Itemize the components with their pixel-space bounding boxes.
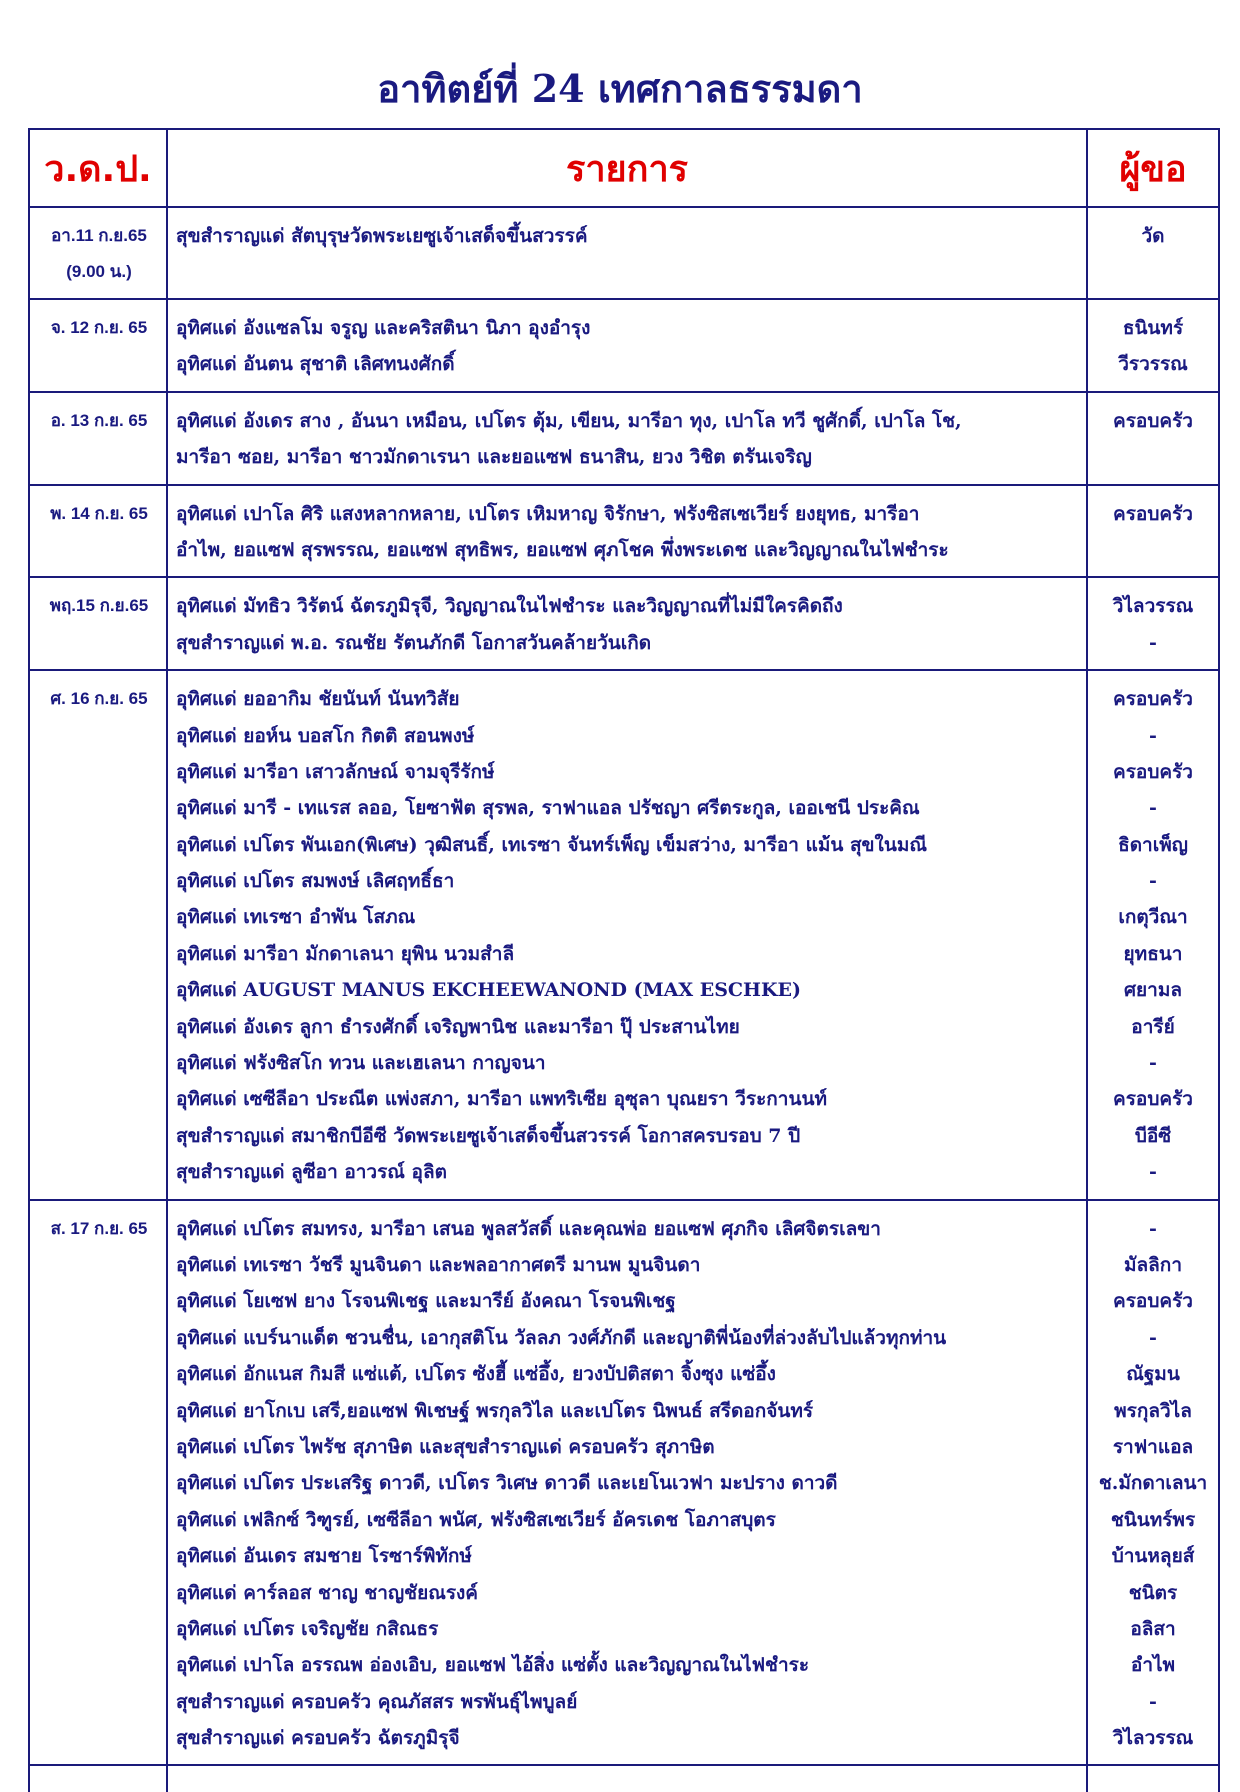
requester-name: ชนิตร — [1128, 1581, 1178, 1604]
requester-name: - — [1149, 1326, 1157, 1349]
date-cell — [29, 670, 167, 1199]
intention-line: อุทิศแด่ มารี - เทแรส ลออ, โยซาฟัต สุรพล, ราฟาแอล ปรัชญา ศรีตระกูล, เออเชนี ประคิณ — [176, 797, 920, 820]
intention-line: สุขสำราญแด่ พ.อ. รณชัย รัตนภักดี โอกาสวันคล้ายวันเกิด — [176, 631, 652, 654]
requester-name: ยุทธนา — [1123, 942, 1183, 965]
requester-name: - — [1149, 724, 1157, 747]
intention-line: อุทิศแด่ มัทธิว วิรัตน์ ฉัตรภูมิรุจี, วิญญาณในไฟชำระ และวิญญาณที่ไม่มีใครคิดถึง — [176, 595, 843, 618]
intention-line: อุทิศแด่ เปโตร ไพรัช สุภาษิต และสุขสำราญแด่ ครอบครัว สุภาษิต — [176, 1435, 715, 1458]
requester-name: ศยามล — [1123, 979, 1183, 1002]
requester-name: - — [1149, 1690, 1157, 1713]
requester-name: ราฟาแอล — [1112, 1435, 1194, 1458]
intention-line: อุทิศแด่ อังเดร ลูกา ธำรงศักดิ์ เจริญพานิช และมารีอา ปุ๊ ประสานไทย — [176, 1015, 740, 1038]
date-cell — [29, 392, 167, 485]
intention-line: สุขสำราญแด่ ลูซีอา อาวรณ์ อุลิต — [176, 1161, 447, 1184]
table-row — [29, 1200, 1219, 1766]
date-cell — [29, 207, 167, 299]
intention-line: สุขสำราญแด่ ครอบครัว ฉัตรภูมิรุจี — [176, 1727, 460, 1750]
intention-line: อุทิศแด่ เทเรซา อำพัน โสภณ — [176, 906, 416, 929]
intention-line: อุทิศแด่ ยอห์น บอสโก กิตติ สอนพงษ์ — [176, 724, 475, 747]
intention-line: อุทิศแด่ อังแซลโม จรูญ และคริสตินา นิภา อุงอำรุง — [176, 317, 591, 339]
intention-line: สุขสำราญแด่ ครอบครัว คุณภัสสร พรพันธุ์ไพบูลย์ — [176, 1690, 578, 1713]
page-title: อาทิตย์ที่ 24 เทศกาลธรรมดา — [377, 66, 863, 111]
table-row — [29, 670, 1219, 1199]
requester-cell — [1087, 577, 1219, 670]
requester-cell — [1087, 1200, 1219, 1766]
requester-name: ธิดาเพ็ญ — [1118, 833, 1188, 856]
requester-cell — [1087, 207, 1219, 299]
requester-cell — [1087, 299, 1219, 392]
intention-line: อุทิศแด่ เปโตร สมทรง, มารีอา เสนอ พูลสวัสดิ์ และคุณพ่อ ยอแซฟ ศุภกิจ เลิศจิตรเลขา — [176, 1217, 881, 1240]
requester-name: บีอีซี — [1134, 1124, 1172, 1147]
requester-name: ครอบครัว — [1113, 688, 1193, 711]
intention-line: อุทิศแด่ ฟรังซิสโก ทวน และเฮเลนา กาญจนา — [176, 1052, 546, 1075]
requester-name: ณัฐมน — [1126, 1363, 1180, 1386]
requester-name: อลิสา — [1130, 1617, 1176, 1640]
intention-line: อุทิศแด่ อังเดร สาง , อันนา เหมือน, เปโตร ตุ้ม, เขียน, มารีอา ทุง, เปาโล ทวี ชูศักดิ์, เปาโล โช, — [176, 409, 962, 432]
table-body — [29, 207, 1219, 1792]
intention-line: อุทิศแด่ แบร์นาแด็ต ชวนชื่น, เอากุสติโน วัลลภ วงศ์ภักดี และญาติพี่น้องที่ล่วงลับไปแล้วทุกท่าน — [176, 1326, 947, 1349]
intention-line: อุทิศแด่ ยออากิม ชัยนันท์ นันทวิสัย — [176, 688, 460, 711]
requester-name: - — [1149, 1217, 1157, 1240]
requester-name: ครอบครัว — [1113, 409, 1193, 432]
intention-line: อุทิศแด่ เปโตร สมพงษ์ เลิศฤทธิ์ธา — [176, 870, 455, 893]
items-cell — [167, 485, 1087, 578]
intention-line: อุทิศแด่ เฟลิกซ์ วิฑูรย์, เซซีลีอา พนัศ, ฟรังซิสเซเวียร์ อัครเดช โอภาสบุตร — [176, 1508, 776, 1531]
intention-line: อุทิศแด่ เปโตร เจริญชัย กสิณธร — [176, 1617, 439, 1640]
intention-line: อุทิศแด่ AUGUST MANUS EKCHEEWANOND (MAX ESCHKE) — [176, 979, 801, 1002]
requester-name: ครอบครัว — [1113, 502, 1193, 525]
table-row — [29, 207, 1219, 299]
intention-line: มารีอา ซอย, มารีอา ชาวมักดาเรนา และยอแซฟ ธนาสิน, ยวง วิชิต ตรันเจริญ — [176, 446, 812, 469]
items-cell — [167, 207, 1087, 299]
requester-name: ธนินทร์ — [1122, 317, 1184, 339]
date-text: จ. 12 ก.ย. 65 — [50, 318, 148, 337]
items-cell — [167, 392, 1087, 485]
header-items: รายการ — [167, 129, 1087, 207]
date-cell — [29, 577, 167, 670]
requester-name: - — [1149, 1161, 1157, 1184]
mass-intention-table — [28, 128, 1220, 1792]
requester-name: ช.มักดาเลนา — [1098, 1472, 1208, 1495]
date-text: พฤ.15 ก.ย.65 — [49, 596, 149, 616]
intention-line: อุทิศแด่ อักแนส กิมสี แซ่แต้, เปโตร ซังฮี้ แซ่อึ้ง, ยวงบัปติสตา จิ้งซุง แซ่อึ้ง — [176, 1363, 776, 1386]
requester-name: ชนินทร์พร — [1110, 1508, 1196, 1531]
header-requester: ผู้ขอ — [1087, 129, 1219, 207]
empty-cell — [167, 1765, 1087, 1792]
intention-line: อุทิศแด่ มารีอา มักดาเลนา ยุพิน นวมสำลี — [176, 942, 515, 965]
date-text: อา.11 ก.ย.65 — [51, 226, 147, 245]
empty-cell — [1087, 1765, 1219, 1792]
table-row-continued — [29, 1765, 1219, 1792]
intention-line: อุทิศแด่ อันเดร สมชาย โรซาร์พิทักษ์ — [176, 1545, 472, 1568]
intention-line: อุทิศแด่ โยเซฟ ยาง โรจนพิเชฐ และมารีย์ อังคณา โรจนพิเชฐ — [176, 1290, 676, 1313]
requester-name: ครอบครัว — [1113, 760, 1193, 783]
requester-cell — [1087, 392, 1219, 485]
table-row — [29, 577, 1219, 670]
intention-line: อุทิศแด่ คาร์ลอส ชาญ ชาญชัยณรงค์ — [176, 1581, 479, 1604]
requester-name: วัด — [1141, 225, 1165, 247]
items-cell — [167, 577, 1087, 670]
date-text: ส. 17 ก.ย. 65 — [50, 1218, 148, 1238]
intention-line: อำไพ, ยอแซฟ สุรพรรณ, ยอแซฟ สุทธิพร, ยอแซฟ ศุภโชค พึ่งพระเดช และวิญญาณในไฟชำระ — [176, 538, 949, 561]
requester-name: พรกุลวิไล — [1114, 1399, 1192, 1422]
requester-name: บ้านหลุยส์ — [1111, 1545, 1195, 1568]
requester-name: เกตุวีณา — [1118, 906, 1188, 929]
intention-line: สุขสำราญแด่ สัตบุรุษวัดพระเยซูเจ้าเสด็จขึ้นสวรรค์ — [176, 225, 588, 247]
table-row — [29, 299, 1219, 392]
items-cell — [167, 1200, 1087, 1766]
date-text: (9.00 น.) — [66, 262, 132, 281]
table-row — [29, 485, 1219, 578]
requester-name: ครอบครัว — [1113, 1290, 1193, 1313]
requester-name: วิไลวรรณ — [1112, 595, 1194, 618]
table-row — [29, 392, 1219, 485]
intention-line: อุทิศแด่ มารีอา เสาวลักษณ์ จามจุรีรักษ์ — [176, 760, 495, 783]
intention-line: สุขสำราญแด่ สมาชิกบีอีซี วัดพระเยซูเจ้าเสด็จขึ้นสวรรค์ โอกาสครบรอบ 7 ปี — [176, 1124, 801, 1147]
requester-name: - — [1149, 1052, 1157, 1075]
requester-name: อารีย์ — [1131, 1015, 1175, 1038]
intention-line: อุทิศแด่ เปโตร พันเอก(พิเศษ) วุฒิสนธิ์, เทเรซา จันทร์เพ็ญ เข็มสว่าง, มารีอา แม้น สุขในมณี — [176, 833, 927, 856]
requester-cell — [1087, 670, 1219, 1199]
date-cell — [29, 299, 167, 392]
date-text: อ. 13 ก.ย. 65 — [50, 410, 148, 430]
empty-cell — [29, 1765, 167, 1792]
date-cell — [29, 485, 167, 578]
requester-name: มัลลิกา — [1124, 1253, 1182, 1276]
requester-name: อำไพ — [1130, 1654, 1176, 1677]
requester-name: - — [1149, 631, 1157, 654]
date-text: ศ. 16 ก.ย. 65 — [50, 689, 148, 709]
intention-line: อุทิศแด่ เปาโล อรรณพ อ่องเอิบ, ยอแซฟ ไอ้สิ่ง แซ่ตั้ง และวิญญาณในไฟชำระ — [176, 1654, 810, 1677]
items-cell — [167, 299, 1087, 392]
date-cell — [29, 1200, 167, 1766]
intention-line: อุทิศแด่ เทเรซา วัชรี มูนจินดา และพลอากาศตรี มานพ มูนจินดา — [176, 1253, 701, 1276]
intention-line: อุทิศแด่ อันตน สุชาติ เลิศทนงศักดิ์ — [176, 353, 455, 376]
items-cell — [167, 670, 1087, 1199]
intention-line: อุทิศแด่ เซซีลีอา ประณีต แพ่งสภา, มารีอา แพทริเซีย อุซุลา บุณยรา วีระกานนท์ — [176, 1088, 827, 1111]
intention-line: อุทิศแด่ ยาโกเบ เสรี,ยอแซฟ พิเชษฐ์ พรกุลวิไล และเปโตร นิพนธ์ สรีดอกจันทร์ — [176, 1399, 814, 1422]
requester-name: - — [1149, 797, 1157, 820]
requester-name: - — [1149, 870, 1157, 893]
intention-line: อุทิศแด่ เปาโล ศิริ แสงหลากหลาย, เปโตร เหิมหาญ จิรักษา, ฟรังซิสเซเวียร์ ยงยุทธ, มารีอา — [176, 502, 920, 525]
requester-name: วีรวรรณ — [1118, 353, 1188, 376]
table-header-row — [29, 129, 1219, 207]
header-date: ว.ด.ป. — [29, 129, 167, 207]
date-text: พ. 14 ก.ย. 65 — [50, 503, 148, 523]
requester-name: วิไลวรรณ — [1112, 1727, 1194, 1750]
requester-cell — [1087, 485, 1219, 578]
requester-name: ครอบครัว — [1113, 1088, 1193, 1111]
intention-line: อุทิศแด่ เปโตร ประเสริฐ ดาวดี, เปโตร วิเศษ ดาวดี และเยโนเวฟา มะปราง ดาวดี — [176, 1472, 838, 1495]
